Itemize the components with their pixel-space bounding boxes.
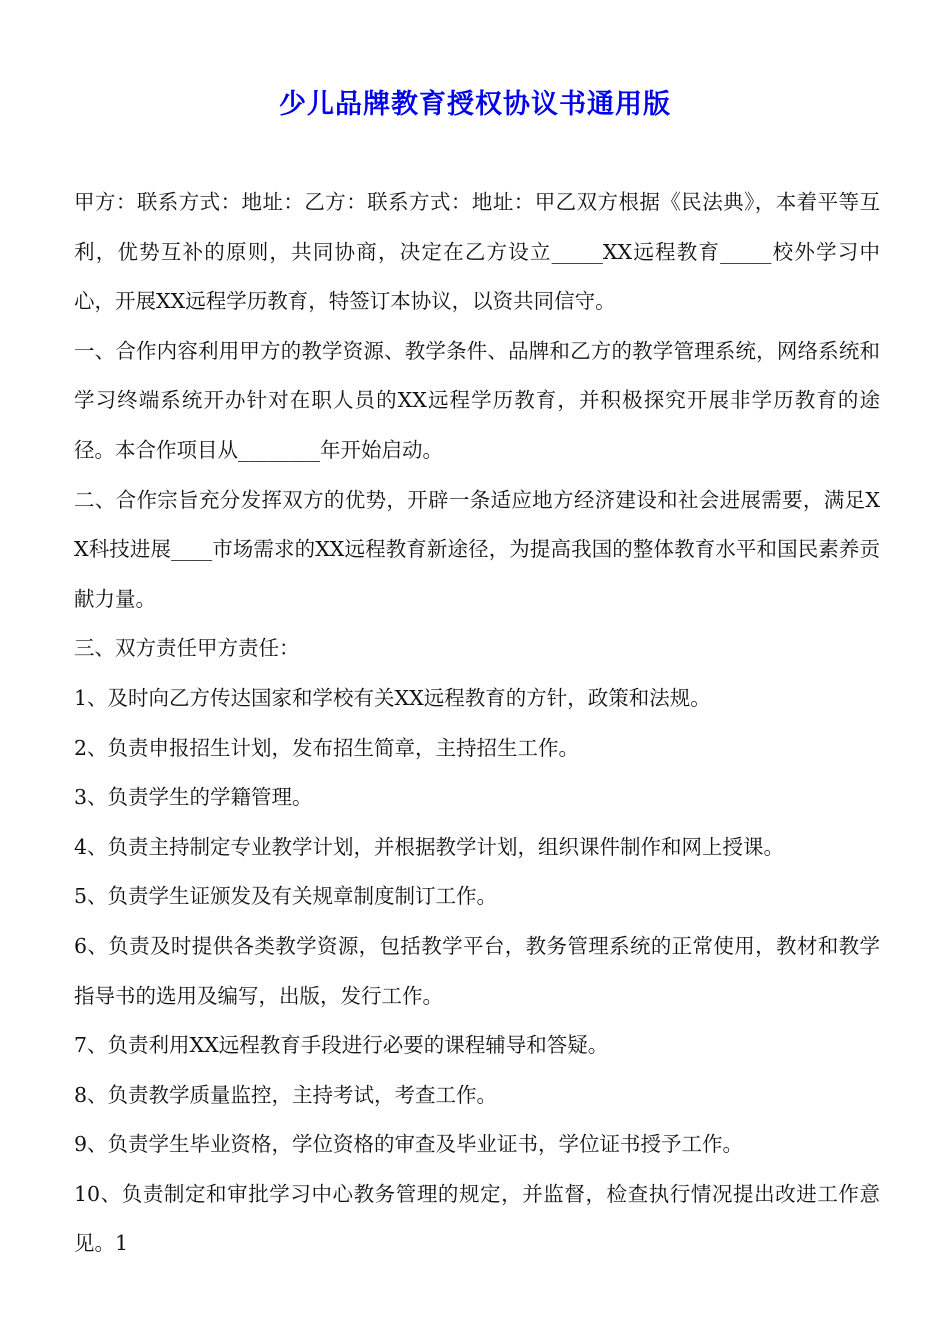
paragraph-cooperation-content: 一、合作内容利用甲方的教学资源、教学条件、品牌和乙方的教学管理系统，网络系统和学习终端系统开办针对在职人员的XX远程学历教育，并积极探究开展非学历教育的途径。本合作项目从________年开始启动。	[74, 338, 880, 462]
paragraph-cooperation-purpose: 二、合作宗旨充分发挥双方的优势，开辟一条适应地方经济建设和社会进展需要，满足XX科技进展____市场需求的XX远程教育新途径，为提高我国的整体教育水平和国民素养贡献力量。	[74, 487, 880, 611]
list-item: 2、负责申报招生计划，发布招生简章，主持招生工作。	[74, 735, 580, 760]
list-item: 1、及时向乙方传达国家和学校有关XX远程教育的方针，政策和法规。	[74, 685, 711, 710]
paragraph-parties: 甲方：联系方式：地址：乙方：联系方式：地址：甲乙双方根据《民法典》，本着平等互利，优势互补的原则，共同协商，决定在乙方设立_____XX远程教育_____校外学习中心，开展XX远程学历教育，特签订本协议，以资共同信守。	[74, 190, 880, 314]
list-item: 9、负责学生毕业资格，学位资格的审查及毕业证书，学位证书授予工作。	[74, 1132, 744, 1157]
document-title: 少儿品牌教育授权协议书通用版	[279, 89, 671, 120]
list-item: 6、负责及时提供各类教学资源，包括教学平台，教务管理系统的正常使用，教材和教学指导书的选用及编写，出版，发行工作。	[74, 933, 880, 1008]
list-item: 3、负责学生的学籍管理。	[74, 785, 313, 810]
list-item: 8、负责教学质量监控，主持考试，考查工作。	[74, 1082, 498, 1107]
list-item: 5、负责学生证颁发及有关规章制度制订工作。	[74, 884, 498, 909]
list-item: 7、负责利用XX远程教育手段进行必要的课程辅导和答疑。	[74, 1033, 609, 1058]
document-body	[74, 178, 880, 1269]
list-item: 4、负责主持制定专业教学计划，并根据教学计划，组织课件制作和网上授课。	[74, 834, 785, 859]
list-item: 10、负责制定和审批学习中心教务管理的规定，并监督，检查执行情况提出改进工作意见。1	[74, 1181, 880, 1256]
paragraph-responsibilities-heading: 三、双方责任甲方责任：	[74, 636, 300, 661]
